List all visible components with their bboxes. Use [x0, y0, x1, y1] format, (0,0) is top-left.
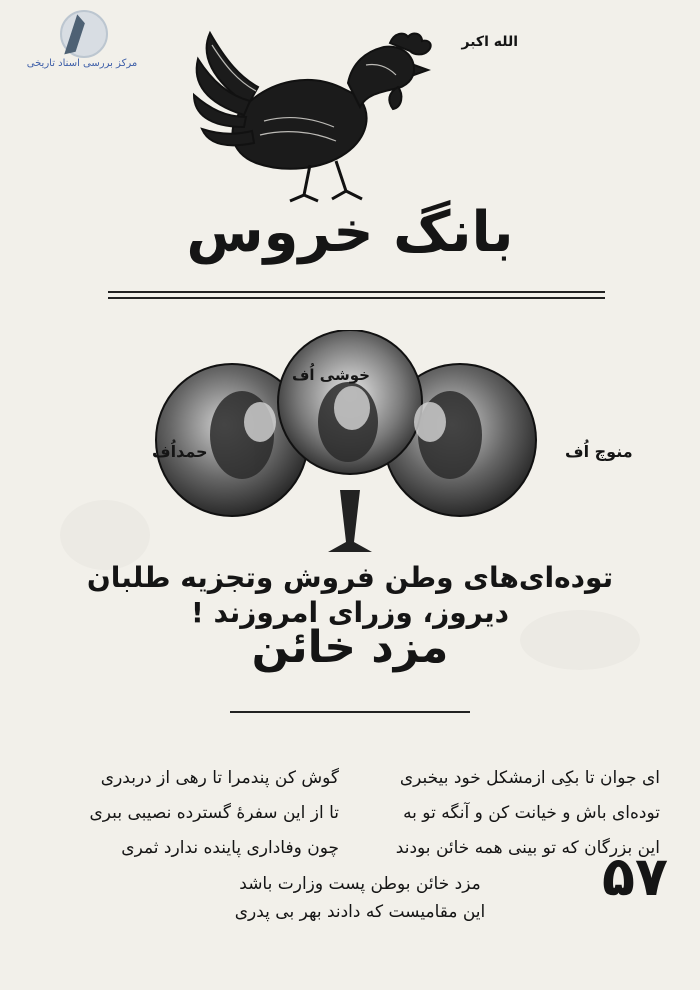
subhead-underline [230, 711, 470, 713]
poem-closing-line: مزد خائن بوطن پست وزارت باشد [239, 874, 481, 894]
poem-line-right: توده‌ای باش و خیانت کن و آنگه تو به [403, 802, 660, 823]
paper-stain [520, 610, 640, 670]
poem-row [52, 795, 662, 830]
portraits-illustration [150, 330, 550, 560]
archive-logo [8, 10, 156, 80]
poem-line-left: تا از این سفرهٔ گسترده نصیبی ببری [89, 802, 339, 823]
poem-line-left: چون وفاداری پاینده ندارد ثمری [121, 837, 339, 858]
poem-closing-line: این مقامیست که دادند بهر بی پدری [234, 902, 486, 922]
newspaper-title: بانگ خروس [186, 200, 514, 265]
poem-row [52, 760, 662, 795]
archive-emblem-icon [60, 10, 108, 58]
paper-stain [60, 500, 150, 570]
portrait-label-right: منوچ اُف [565, 442, 633, 461]
poem-line-right: این بزرگان که تو بینی همه خائن بودند [395, 837, 660, 858]
portrait-label-center: خوشی اُف [292, 366, 370, 384]
watermark-text: مرکز بررسی اسناد تاریخی [26, 58, 138, 69]
allah-akbar-text: الله اکبر [461, 34, 518, 50]
poem-closing [160, 870, 560, 926]
poem-line-right: ای جوان تا بکِی ازمشکل خود بیخبری [399, 767, 660, 788]
headline: توده‌ای‌های وطن فروش وتجزیه طلبان دیروز، وزرای امروزند ! [86, 561, 614, 629]
poem-line-left: گوش کن پندمرا تا رهی از دربدری [100, 767, 339, 788]
portrait-label-left: حمداُف [152, 442, 208, 461]
subhead: مزد خائن [251, 622, 449, 673]
rooster-illustration [190, 25, 440, 205]
page-number: ۵۷ [602, 845, 668, 908]
poem-row [52, 830, 662, 865]
title-divider [108, 291, 605, 299]
poem [52, 760, 662, 865]
